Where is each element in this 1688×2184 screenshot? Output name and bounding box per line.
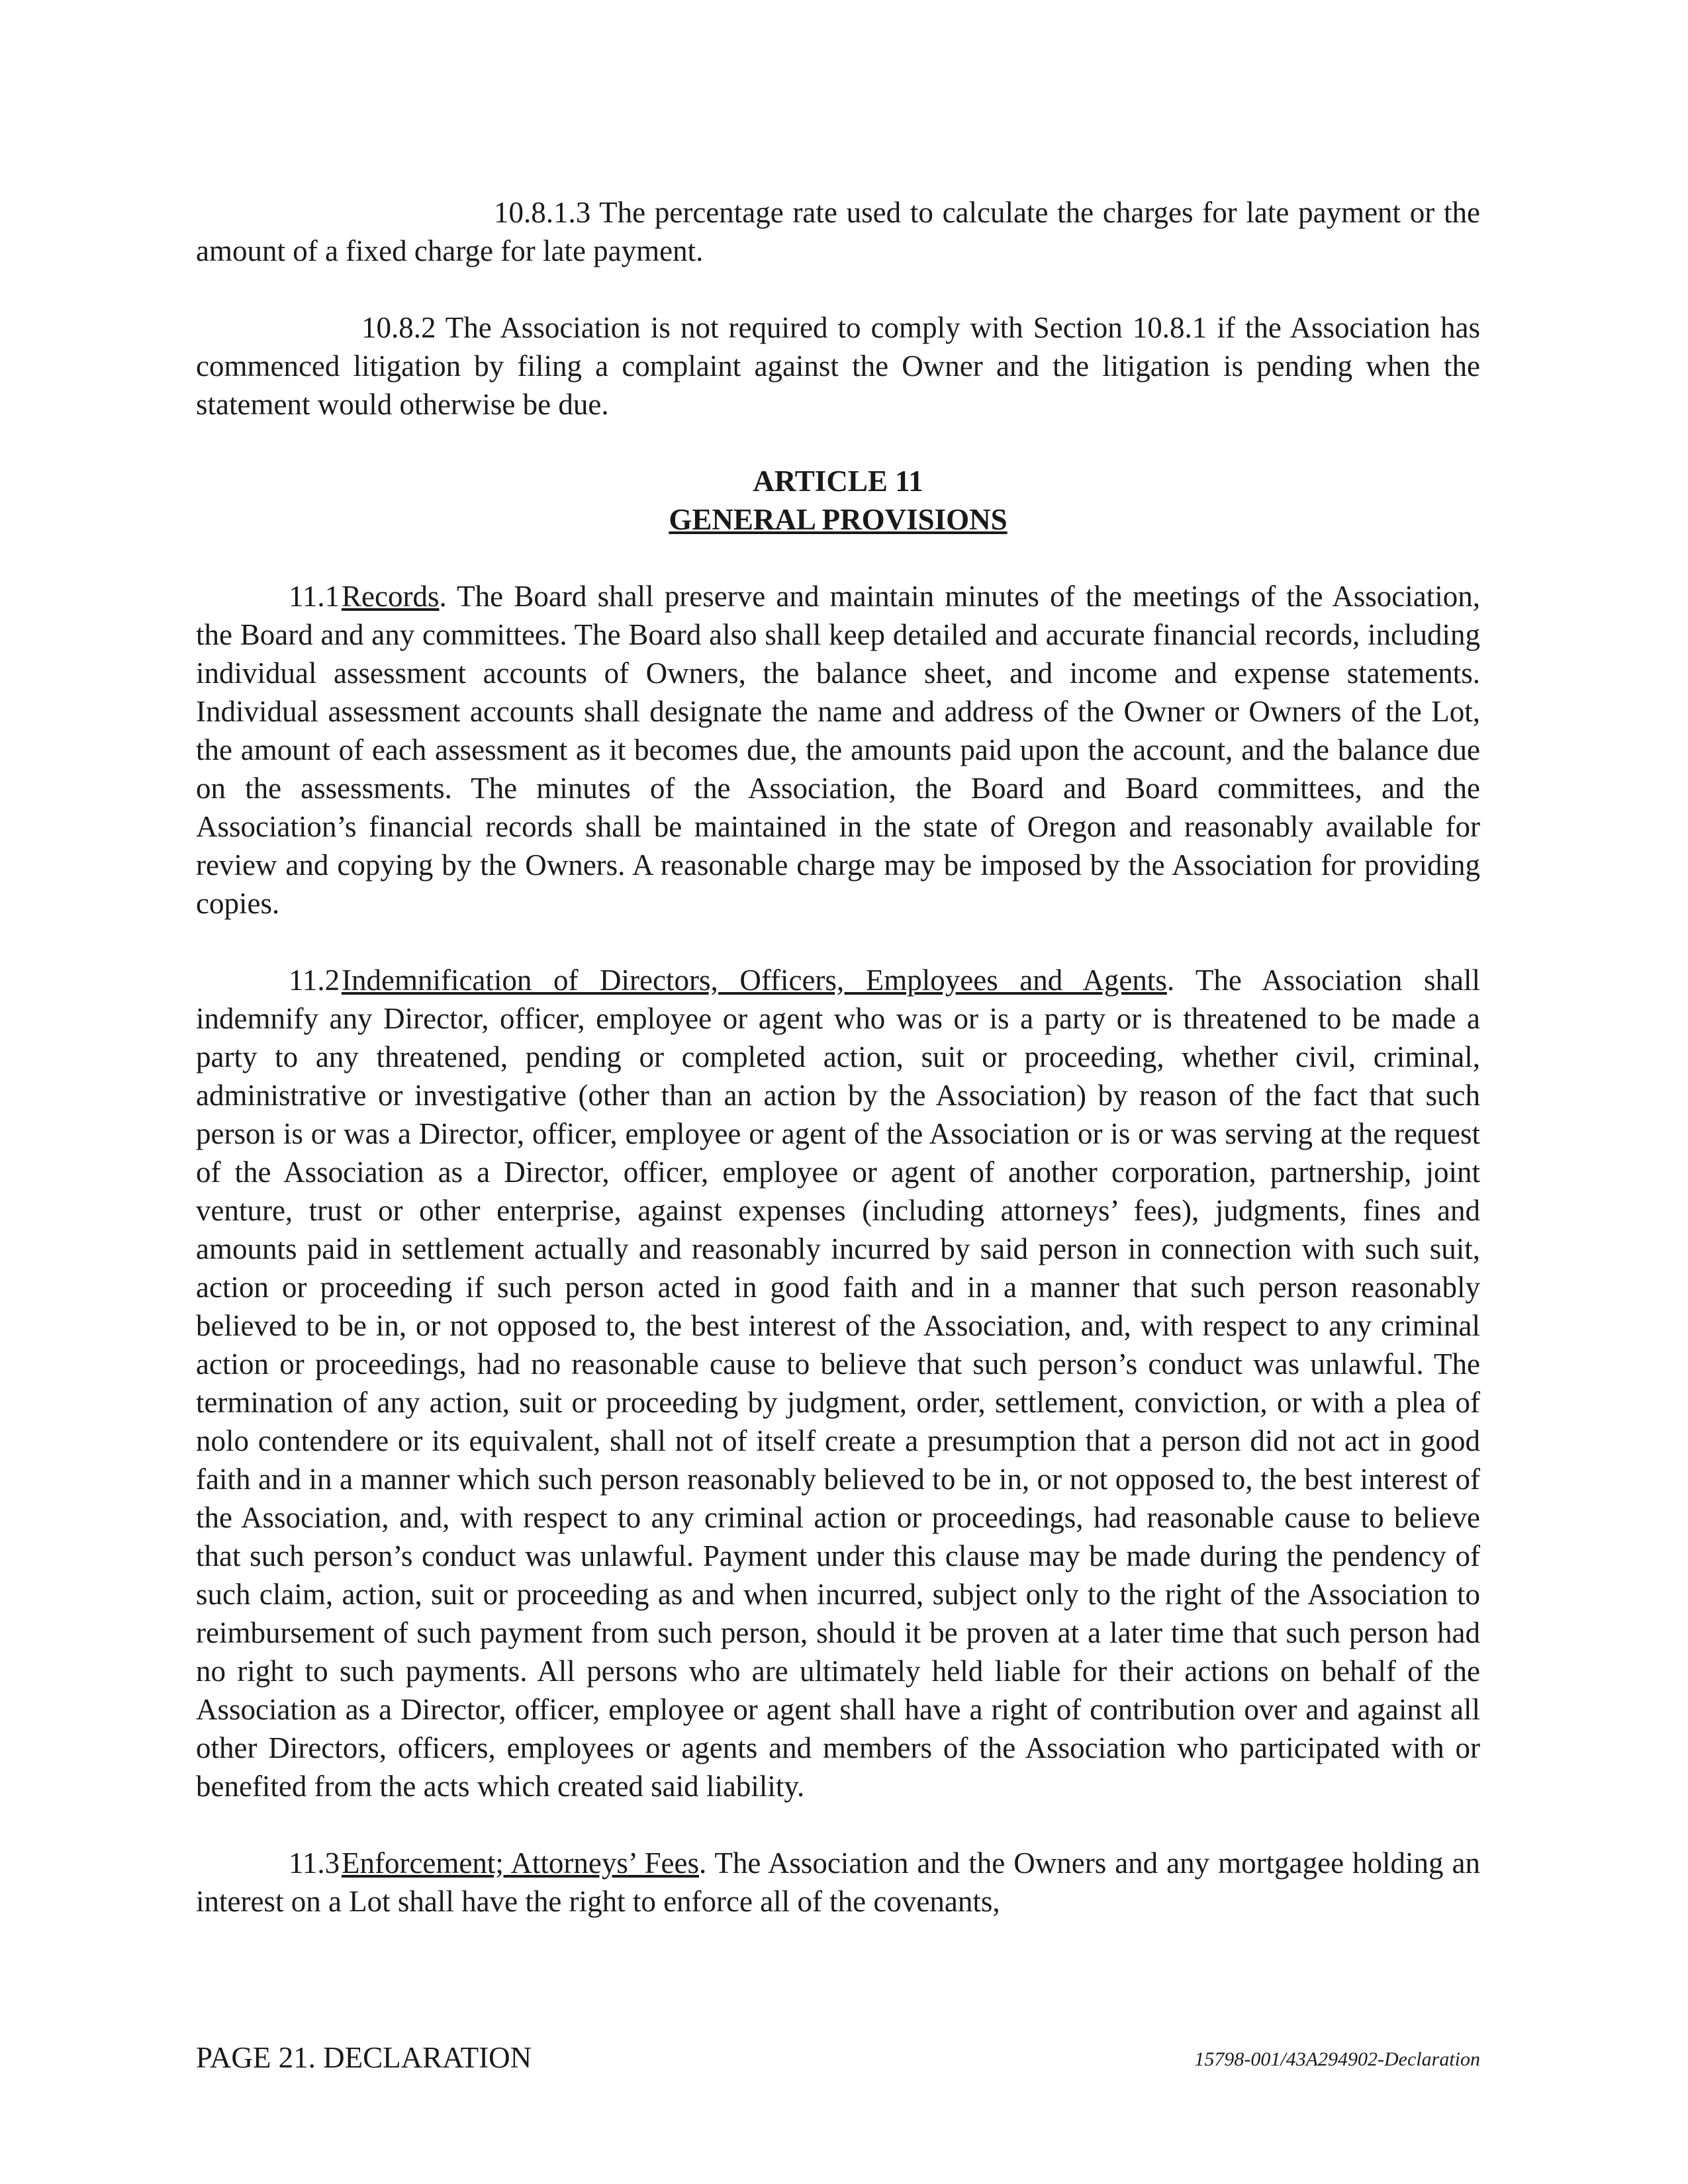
- article-number: ARTICLE 11: [753, 465, 923, 498]
- footer-page-label: PAGE 21. DECLARATION: [196, 2041, 532, 2074]
- page-body: [196, 193, 1480, 1921]
- section-number: 11.1: [289, 580, 340, 613]
- section-body: . The Board shall preserve and maintain minutes of the meetings of the Association, the Board and any committees. The Board also shall keep detailed and accurate financial records, including individual assessment accounts of Owners, the balance sheet, and income and expense statements. Individual assessment accounts shall designate the name and address of the Owner or Owners of the Lot, the amount of each assessment as it becomes due, the amounts paid upon the account, and the balance due on the assessments. The minutes of the Association, the Board and Board committees, and the Association’s financial records shall be maintained in the state of Oregon and reasonably available for review and copying by the Owners. A reasonable charge may be imposed by the Association for providing copies.: [196, 580, 1480, 920]
- section-number: 11.2: [289, 964, 340, 997]
- section-body: . The Association and the Owners and any mortgagee holding an interest on a Lot shall have the right to enforce all of the covenants,: [196, 1846, 1480, 1918]
- article-title: GENERAL PROVISIONS: [669, 503, 1008, 536]
- section-heading: Indemnification of Directors, Officers, Employees and Agents: [342, 964, 1167, 997]
- section-11-2: [196, 961, 1480, 1805]
- footer-document-id: 15798-001/43A294902-Declaration: [1194, 2048, 1480, 2070]
- section-heading: Records: [342, 580, 440, 613]
- section-number: 11.3: [289, 1846, 340, 1880]
- section-11-1: [196, 577, 1480, 923]
- paragraph-10-8-1-3: 10.8.1.3 The percentage rate used to calculate the charges for late payment or the amount of a fixed charge for late payment.: [196, 196, 1480, 267]
- section-11-3: [196, 1844, 1480, 1921]
- paragraph-10-8-2: 10.8.2 The Association is not required to comply with Section 10.8.1 if the Association has commenced litigation by filing a complaint against the Owner and the litigation is pending when the statement would otherwise be due.: [196, 311, 1480, 421]
- section-heading: Enforcement; Attorneys’ Fees: [342, 1846, 699, 1880]
- article-heading: [196, 462, 1480, 539]
- section-body: . The Association shall indemnify any Director, officer, employee or agent who was or is a party or is threatened to be made a party to any threatened, pending or completed action, suit or proceeding, whether civil, criminal, administrative or investigative (other than an action by the Association) by reason of the fact that such person is or was a Director, officer, employee or agent of the Association or is or was serving at the request of the Association as a Director, officer, employee or agent of another corporation, partnership, joint venture, trust or other enterprise, against expenses (including attorneys’ fees), judgments, fines and amounts paid in settlement actually and reasonably incurred by said person in connection with such suit, action or proceeding if such person acted in good faith and in a manner that such person reasonably believed to be in, or not opposed to, the best interest of the Association, and, with respect to any criminal action or proceedings, had no reasonable cause to believe that such person’s conduct was unlawful. The termination of any action, suit or proceeding by judgment, order, settlement, conviction, or with a plea of nolo contendere or its equivalent, shall not of itself create a presumption that a person did not act in good faith and in a manner which such person reasonably believed to be in, or not opposed to, the best interest of the Association, and, with respect to any criminal action or proceedings, had reasonable cause to believe that such person’s conduct was unlawful. Payment under this clause may be made during the pendency of such claim, action, suit or proceeding as and when incurred, subject only to the right of the Association to reimbursement of such payment from such person, should it be proven at a later time that such person had no right to such payments. All persons who are ultimately held liable for their actions on behalf of the Association as a Director, officer, employee or agent shall have a right of contribution over and against all other Directors, officers, employees or agents and members of the Association who participated with or benefited from the acts which created said liability.: [196, 964, 1480, 1803]
